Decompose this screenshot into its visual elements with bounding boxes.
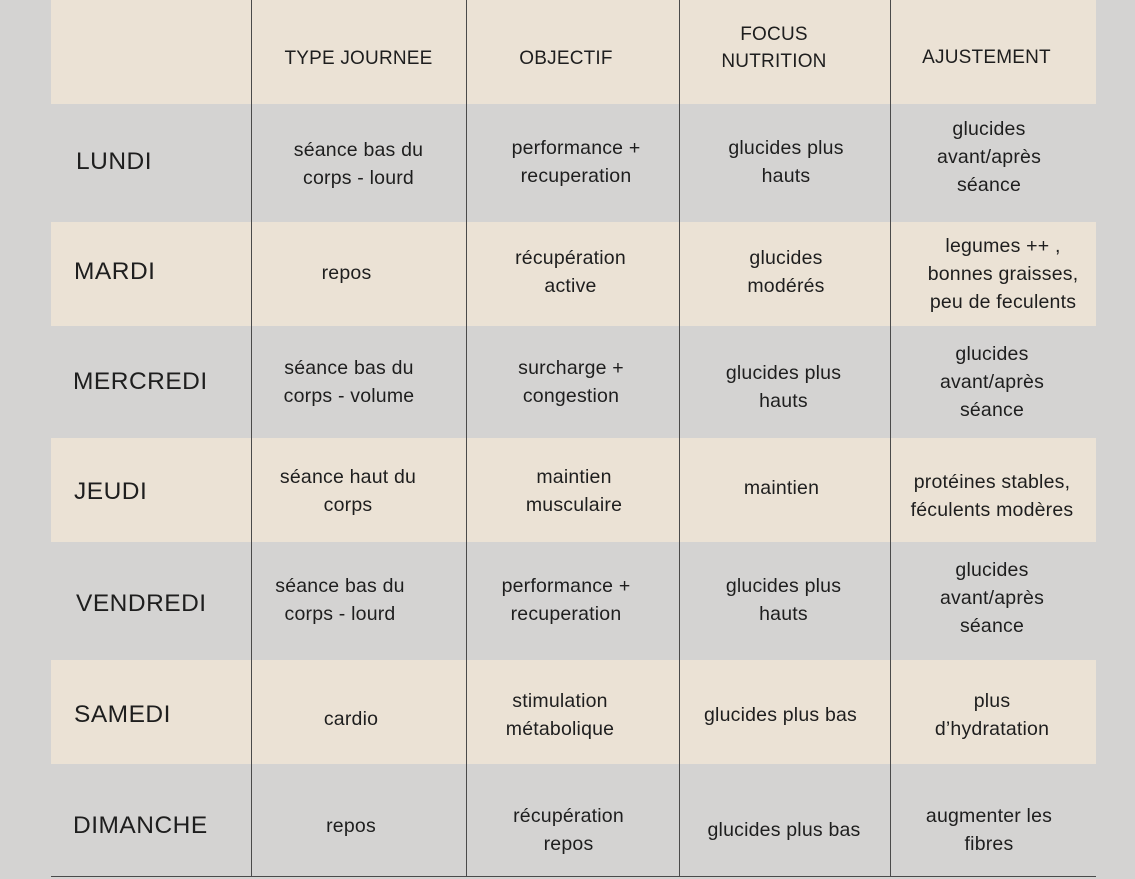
- cell-type-journee: repos: [326, 815, 376, 837]
- cell-objectif: surcharge + congestion: [518, 357, 624, 407]
- header-type-journee: TYPE JOURNEE: [284, 47, 433, 69]
- cell-focus-nutrition: maintien: [743, 477, 820, 499]
- header-ajustement: AJUSTEMENT: [922, 46, 1051, 68]
- cell-type-journee: séance bas du corps - lourd: [275, 575, 405, 625]
- cell-type-journee: séance bas du corps - volume: [283, 357, 415, 407]
- cell-ajustement: glucides avant/après séance: [936, 118, 1042, 196]
- cell-focus-nutrition: glucides plus hauts: [728, 137, 844, 187]
- cell-ajustement: augmenter les fibres: [925, 805, 1053, 855]
- day-label: LUNDI: [76, 148, 153, 175]
- cell-focus-nutrition: glucides plus hauts: [725, 575, 842, 625]
- cell-ajustement: protéines stables, féculents modères: [910, 471, 1074, 521]
- cell-objectif: récupération active: [515, 247, 626, 297]
- cell-ajustement: glucides avant/après séance: [939, 343, 1045, 421]
- cell-ajustement: legumes ++ , bonnes graisses, peu de feculents: [927, 235, 1079, 313]
- cell-type-journee: séance haut du corps: [279, 466, 417, 516]
- bottom-border: [51, 876, 1096, 877]
- cell-type-journee: repos: [321, 262, 372, 284]
- cell-objectif: maintien musculaire: [525, 466, 623, 516]
- cell-objectif: récupération repos: [513, 805, 624, 855]
- cell-type-journee: cardio: [323, 708, 379, 730]
- column-divider: [251, 0, 252, 876]
- day-label: MERCREDI: [73, 368, 208, 395]
- header-objectif: OBJECTIF: [519, 47, 613, 69]
- cell-objectif: performance + recuperation: [501, 575, 631, 625]
- cell-objectif: stimulation métabolique: [505, 690, 615, 740]
- cell-focus-nutrition: glucides plus bas: [707, 819, 861, 841]
- day-label: DIMANCHE: [73, 812, 208, 839]
- cell-ajustement: plus d’hydratation: [934, 690, 1050, 740]
- day-label: VENDREDI: [76, 590, 207, 617]
- header-focus-nutrition: FOCUS NUTRITION: [721, 24, 827, 72]
- cell-focus-nutrition: glucides modérés: [747, 247, 825, 297]
- cell-focus-nutrition: glucides plus hauts: [725, 362, 842, 412]
- cell-focus-nutrition: glucides plus bas: [704, 704, 857, 726]
- day-label: SAMEDI: [74, 701, 171, 728]
- day-label: MARDI: [74, 258, 156, 285]
- cell-ajustement: glucides avant/après séance: [939, 559, 1045, 637]
- cell-type-journee: séance bas du corps - lourd: [293, 139, 424, 189]
- day-label: JEUDI: [74, 478, 148, 505]
- cell-objectif: performance + recuperation: [511, 137, 641, 187]
